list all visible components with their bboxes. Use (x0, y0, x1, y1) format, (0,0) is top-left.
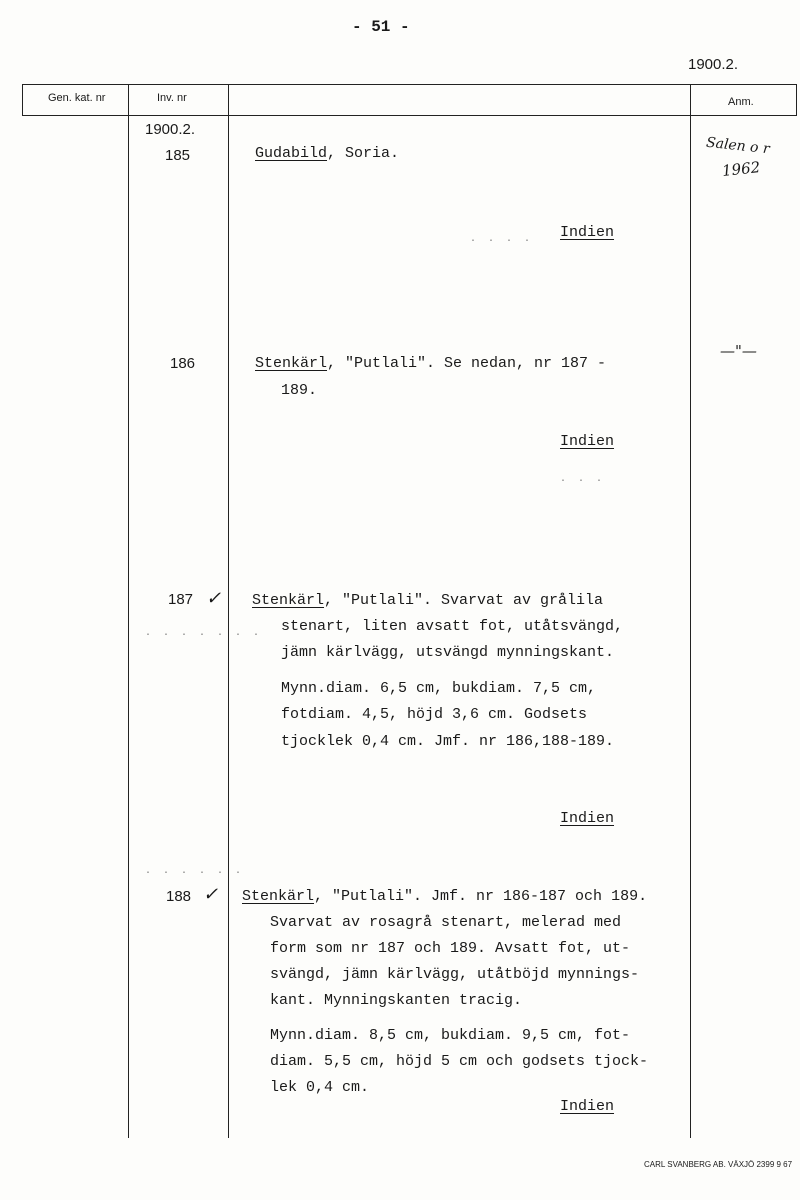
object-title: Gudabild (255, 145, 328, 162)
entry-text-line (255, 355, 606, 372)
inv-number: 185 (165, 147, 191, 164)
entry-description: diam. 5,5 cm, höjd 5 cm och godsets tjock- (270, 1053, 649, 1070)
corner-reference: 1900.2. (688, 56, 739, 73)
remark-note: Salen o r (705, 134, 771, 158)
column-rule-right (796, 84, 797, 115)
page-number: - 51 - (352, 18, 410, 36)
region-label: Indien (560, 810, 615, 827)
column-header-inv: Inv. nr (157, 92, 187, 104)
region-label: Indien (560, 433, 615, 450)
column-header-gen-kat: Gen. kat. nr (48, 92, 106, 104)
entry-description: Mynn.diam. 8,5 cm, bukdiam. 9,5 cm, fot- (270, 1027, 631, 1044)
column-rule-anm (690, 84, 691, 1138)
check-mark: ✓ (206, 588, 222, 609)
scan-speckle: · · · · · · (145, 868, 245, 879)
remark-ditto: —"— (720, 342, 757, 360)
entry-description: lek 0,4 cm. (270, 1079, 370, 1096)
entry-text-line (242, 888, 647, 905)
inv-number: 186 (170, 355, 196, 372)
inv-number: 188 (166, 888, 192, 905)
region-label: Indien (560, 1098, 615, 1115)
entry-description: svängd, jämn kärlvägg, utåtböjd mynnings- (270, 966, 640, 983)
remark-year: 1962 (721, 158, 762, 180)
entry-description: jämn kärlvägg, utsvängd mynningskant. (281, 644, 615, 661)
header-bottom-rule (22, 115, 797, 116)
entry-description: , "Putlali". Jmf. nr 186-187 och 189. (314, 888, 648, 905)
entry-description: tjocklek 0,4 cm. Jmf. nr 186,188-189. (281, 733, 615, 750)
printer-footer: CARL SVANBERG AB. VÄXJÖ 2399 9 67 (644, 1160, 793, 1169)
scan-speckle: · · · (560, 476, 606, 487)
column-rule-text (228, 84, 229, 1138)
group-number: 1900.2. (145, 121, 196, 138)
inv-number: 187 (168, 591, 194, 608)
region-label: Indien (560, 224, 615, 241)
scan-speckle: · · · · (470, 236, 534, 247)
entry-description: , "Putlali". Se nedan, nr 187 - (327, 355, 607, 372)
header-top-rule (22, 84, 797, 85)
entry-description: Svarvat av rosagrå stenart, melerad med (270, 914, 622, 931)
entry-description: , "Putlali". Svarvat av grålila (324, 592, 604, 609)
entry-description: 189. (281, 382, 318, 399)
column-rule-left (22, 84, 23, 115)
entry-description: form som nr 187 och 189. Avsatt fot, ut- (270, 940, 631, 957)
entry-text-line (252, 592, 603, 609)
entry-text-line (255, 145, 399, 162)
entry-description: kant. Mynningskanten tracig. (270, 992, 523, 1009)
check-mark: ✓ (203, 884, 219, 905)
object-title: Stenkärl (252, 592, 325, 609)
entry-description: stenart, liten avsatt fot, utåtsvängd, (281, 618, 624, 635)
column-header-anm: Anm. (728, 96, 754, 108)
entry-description: fotdiam. 4,5, höjd 3,6 cm. Godsets (281, 706, 588, 723)
column-rule-inv (128, 84, 129, 1138)
object-title: Stenkärl (255, 355, 328, 372)
object-title: Stenkärl (242, 888, 315, 905)
entry-description: , Soria. (327, 145, 400, 162)
scan-speckle: · · · · · · · (145, 630, 263, 641)
entry-description: Mynn.diam. 6,5 cm, bukdiam. 7,5 cm, (281, 680, 597, 697)
